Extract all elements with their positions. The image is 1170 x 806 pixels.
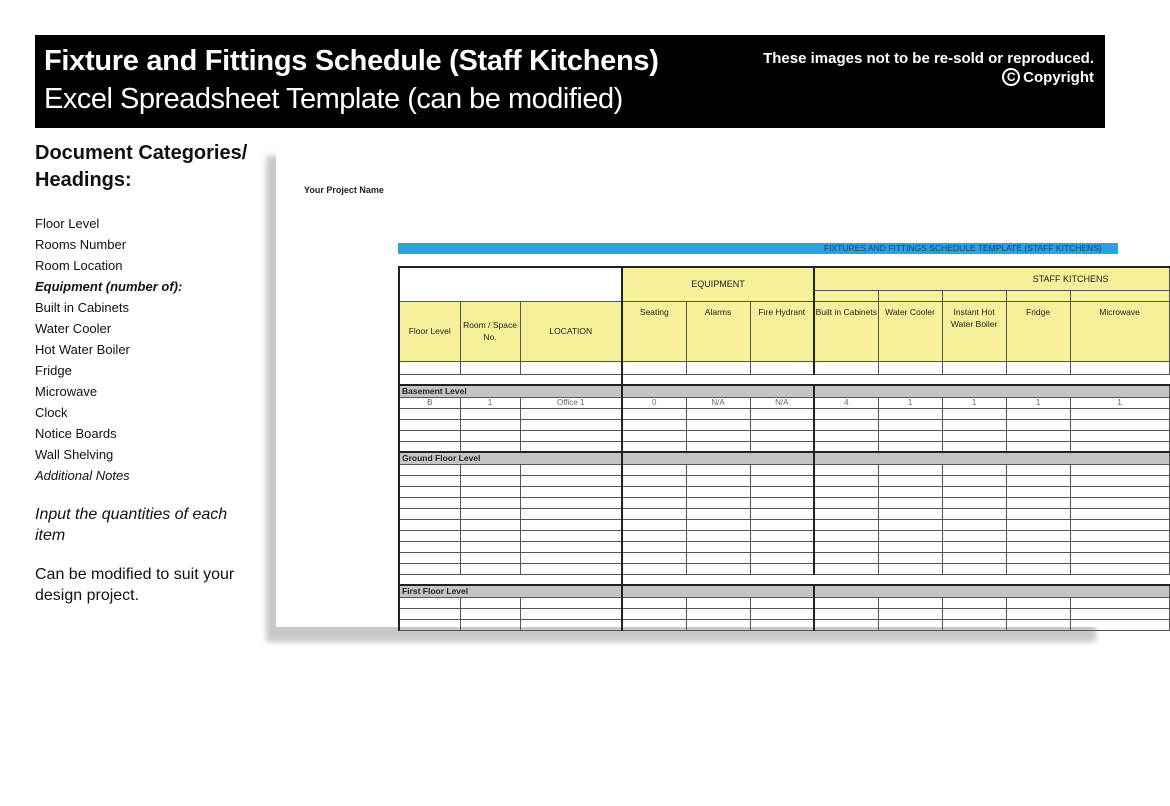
data-cell[interactable] bbox=[1006, 408, 1070, 419]
data-cell[interactable] bbox=[814, 430, 878, 441]
data-cell[interactable] bbox=[878, 408, 942, 419]
section-fill bbox=[814, 452, 1169, 464]
data-cell[interactable] bbox=[520, 519, 622, 530]
data-cell[interactable] bbox=[460, 475, 520, 486]
data-cell[interactable] bbox=[942, 519, 1006, 530]
data-cell[interactable] bbox=[622, 464, 686, 475]
category-item: Floor Level bbox=[35, 216, 100, 231]
data-cell[interactable] bbox=[942, 441, 1006, 452]
data-cell[interactable] bbox=[750, 408, 814, 419]
data-cell[interactable] bbox=[399, 619, 460, 630]
header-subcell bbox=[814, 290, 878, 301]
data-cell[interactable] bbox=[520, 464, 622, 475]
data-cell[interactable] bbox=[814, 519, 878, 530]
data-cell[interactable] bbox=[686, 530, 750, 541]
data-cell[interactable] bbox=[1070, 486, 1169, 497]
data-cell[interactable] bbox=[814, 441, 878, 452]
data-cell[interactable] bbox=[942, 619, 1006, 630]
data-cell[interactable] bbox=[814, 475, 878, 486]
data-cell[interactable] bbox=[1006, 552, 1070, 563]
data-cell[interactable] bbox=[750, 619, 814, 630]
section-label: First Floor Level bbox=[399, 585, 622, 597]
data-cell[interactable] bbox=[1070, 508, 1169, 519]
data-cell[interactable] bbox=[399, 486, 460, 497]
data-cell[interactable] bbox=[520, 608, 622, 619]
column-header: LOCATION bbox=[520, 301, 622, 361]
data-cell[interactable] bbox=[942, 530, 1006, 541]
data-cell[interactable]: 4 bbox=[814, 397, 878, 408]
blank-row bbox=[399, 361, 1169, 374]
data-cell[interactable]: 1 bbox=[1070, 397, 1169, 408]
data-cell[interactable] bbox=[520, 508, 622, 519]
data-cell[interactable]: 1 bbox=[942, 397, 1006, 408]
data-cell[interactable] bbox=[399, 530, 460, 541]
sidebar-heading: Document Categories/ Headings: bbox=[35, 142, 248, 191]
section-fill bbox=[814, 585, 1169, 597]
data-cell[interactable] bbox=[814, 508, 878, 519]
data-cell[interactable] bbox=[878, 552, 942, 563]
data-cell[interactable] bbox=[1006, 361, 1070, 374]
data-cell[interactable] bbox=[1006, 597, 1070, 608]
data-cell[interactable] bbox=[942, 361, 1006, 374]
data-cell[interactable] bbox=[942, 597, 1006, 608]
data-cell[interactable] bbox=[460, 608, 520, 619]
data-cell[interactable] bbox=[622, 475, 686, 486]
data-cell[interactable] bbox=[814, 563, 878, 574]
data-cell[interactable] bbox=[686, 464, 750, 475]
table-cell bbox=[399, 574, 622, 585]
data-cell[interactable] bbox=[750, 519, 814, 530]
data-cell[interactable] bbox=[399, 508, 460, 519]
section-fill bbox=[622, 452, 814, 464]
section-row bbox=[399, 585, 1169, 597]
banner-subtitle: Excel Spreadsheet Template (can be modified) bbox=[44, 83, 623, 115]
data-cell[interactable] bbox=[686, 608, 750, 619]
data-cell[interactable] bbox=[750, 497, 814, 508]
note-input-quantities: Input the quantities of each item bbox=[35, 506, 228, 544]
data-cell[interactable] bbox=[750, 419, 814, 430]
column-header: Seating bbox=[622, 301, 686, 361]
data-cell[interactable] bbox=[1006, 475, 1070, 486]
data-cell[interactable] bbox=[622, 430, 686, 441]
data-cell[interactable] bbox=[750, 361, 814, 374]
table-row bbox=[399, 597, 1169, 608]
data-cell[interactable] bbox=[399, 541, 460, 552]
data-cell[interactable] bbox=[1070, 475, 1169, 486]
data-cell[interactable] bbox=[1006, 430, 1070, 441]
data-cell[interactable] bbox=[686, 361, 750, 374]
data-cell[interactable] bbox=[520, 408, 622, 419]
column-header: Instant Hot Water Boiler bbox=[942, 301, 1006, 361]
data-cell[interactable] bbox=[399, 597, 460, 608]
table-row bbox=[399, 552, 1169, 563]
category-item: Equipment (number of): bbox=[35, 279, 183, 294]
data-cell[interactable] bbox=[878, 541, 942, 552]
data-cell[interactable] bbox=[878, 464, 942, 475]
data-cell[interactable] bbox=[622, 486, 686, 497]
data-cell[interactable] bbox=[686, 541, 750, 552]
category-item: Water Cooler bbox=[35, 321, 112, 336]
data-cell[interactable] bbox=[814, 552, 878, 563]
data-cell[interactable] bbox=[622, 530, 686, 541]
title-banner bbox=[35, 35, 1105, 128]
data-cell[interactable] bbox=[460, 464, 520, 475]
data-cell[interactable] bbox=[1006, 519, 1070, 530]
data-cell[interactable] bbox=[460, 441, 520, 452]
header-columns-row bbox=[399, 301, 1169, 361]
sidebar bbox=[35, 140, 255, 606]
data-cell[interactable] bbox=[1006, 464, 1070, 475]
table-cell bbox=[622, 574, 1169, 585]
table-row bbox=[399, 464, 1169, 475]
data-cell[interactable] bbox=[520, 597, 622, 608]
banner-notice: These images not to be re-sold or reproduced. bbox=[763, 50, 1094, 67]
data-cell[interactable] bbox=[942, 408, 1006, 419]
data-cell[interactable] bbox=[1070, 419, 1169, 430]
spreadsheet-preview bbox=[276, 150, 1140, 627]
data-cell[interactable] bbox=[399, 464, 460, 475]
header-staff-kitchens: STAFF KITCHENS bbox=[814, 267, 1169, 290]
data-cell[interactable] bbox=[622, 619, 686, 630]
data-cell[interactable] bbox=[1070, 541, 1169, 552]
data-cell[interactable] bbox=[750, 430, 814, 441]
spacer-row bbox=[399, 574, 1169, 585]
data-cell[interactable] bbox=[750, 508, 814, 519]
data-cell[interactable] bbox=[878, 619, 942, 630]
data-cell[interactable]: 1 bbox=[1006, 397, 1070, 408]
data-cell[interactable] bbox=[1006, 441, 1070, 452]
data-cell[interactable] bbox=[750, 475, 814, 486]
category-item: Wall Shelving bbox=[35, 447, 114, 462]
data-cell[interactable] bbox=[1070, 519, 1169, 530]
data-cell[interactable] bbox=[686, 408, 750, 419]
data-cell[interactable] bbox=[460, 497, 520, 508]
header-subcell bbox=[878, 290, 942, 301]
column-header: Room / Space No. bbox=[460, 301, 520, 361]
data-cell[interactable] bbox=[686, 619, 750, 630]
data-cell[interactable] bbox=[520, 497, 622, 508]
data-cell[interactable] bbox=[1006, 419, 1070, 430]
table-row bbox=[399, 608, 1169, 619]
category-item: Rooms Number bbox=[35, 237, 127, 252]
data-cell[interactable] bbox=[520, 530, 622, 541]
data-cell[interactable] bbox=[399, 475, 460, 486]
data-cell[interactable] bbox=[460, 508, 520, 519]
data-cell[interactable] bbox=[622, 408, 686, 419]
data-cell[interactable] bbox=[814, 361, 878, 374]
data-cell[interactable] bbox=[520, 430, 622, 441]
data-cell[interactable] bbox=[1006, 619, 1070, 630]
data-cell[interactable] bbox=[520, 486, 622, 497]
column-header: Fire Hydrant bbox=[750, 301, 814, 361]
data-cell[interactable] bbox=[814, 419, 878, 430]
section-fill bbox=[814, 385, 1169, 397]
data-cell[interactable] bbox=[460, 408, 520, 419]
data-cell[interactable]: 0 bbox=[622, 397, 686, 408]
data-cell[interactable] bbox=[520, 563, 622, 574]
copyright-icon: C bbox=[1002, 68, 1020, 86]
header-group-row bbox=[399, 267, 1169, 290]
category-item: Fridge bbox=[35, 363, 72, 378]
data-cell[interactable] bbox=[878, 608, 942, 619]
data-cell[interactable] bbox=[1070, 552, 1169, 563]
data-cell[interactable] bbox=[1070, 464, 1169, 475]
data-cell[interactable] bbox=[622, 519, 686, 530]
data-cell[interactable] bbox=[622, 508, 686, 519]
data-cell[interactable]: N/A bbox=[686, 397, 750, 408]
data-cell[interactable] bbox=[622, 419, 686, 430]
data-cell[interactable] bbox=[460, 563, 520, 574]
data-cell[interactable] bbox=[878, 530, 942, 541]
table-row bbox=[399, 619, 1169, 630]
data-cell[interactable] bbox=[520, 541, 622, 552]
data-cell[interactable] bbox=[1070, 530, 1169, 541]
table-row bbox=[399, 441, 1169, 452]
data-cell[interactable] bbox=[814, 541, 878, 552]
section-label: Basement Level bbox=[399, 385, 622, 397]
category-item: Microwave bbox=[35, 384, 98, 399]
data-cell[interactable] bbox=[750, 464, 814, 475]
data-cell[interactable] bbox=[1070, 408, 1169, 419]
data-cell[interactable] bbox=[1070, 430, 1169, 441]
data-cell[interactable] bbox=[520, 619, 622, 630]
basement-row bbox=[399, 397, 1169, 408]
data-cell[interactable] bbox=[942, 541, 1006, 552]
table-row bbox=[399, 408, 1169, 419]
data-cell[interactable] bbox=[686, 430, 750, 441]
table-row bbox=[399, 486, 1169, 497]
category-item: Room Location bbox=[35, 258, 123, 273]
data-cell[interactable] bbox=[622, 597, 686, 608]
data-cell[interactable] bbox=[460, 597, 520, 608]
data-cell[interactable] bbox=[686, 508, 750, 519]
category-item: Clock bbox=[35, 405, 68, 420]
data-cell[interactable] bbox=[942, 497, 1006, 508]
data-cell[interactable] bbox=[1070, 608, 1169, 619]
data-cell[interactable] bbox=[878, 497, 942, 508]
data-cell[interactable]: Office 1 bbox=[520, 397, 622, 408]
data-cell[interactable] bbox=[814, 486, 878, 497]
data-cell[interactable] bbox=[1070, 597, 1169, 608]
column-header: Alarms bbox=[686, 301, 750, 361]
data-cell[interactable] bbox=[878, 563, 942, 574]
data-cell[interactable] bbox=[1070, 361, 1169, 374]
data-cell[interactable] bbox=[686, 486, 750, 497]
data-cell[interactable] bbox=[814, 497, 878, 508]
data-cell[interactable] bbox=[1006, 486, 1070, 497]
data-cell[interactable] bbox=[942, 563, 1006, 574]
data-cell[interactable] bbox=[686, 563, 750, 574]
data-cell[interactable] bbox=[399, 563, 460, 574]
banner-title: Fixture and Fittings Schedule (Staff Kitchens) bbox=[44, 45, 659, 77]
data-cell[interactable] bbox=[686, 475, 750, 486]
data-cell[interactable] bbox=[878, 430, 942, 441]
data-cell[interactable] bbox=[399, 408, 460, 419]
data-cell[interactable] bbox=[686, 441, 750, 452]
table-row bbox=[399, 519, 1169, 530]
data-cell[interactable] bbox=[1070, 497, 1169, 508]
data-cell[interactable] bbox=[460, 530, 520, 541]
data-cell[interactable] bbox=[1006, 563, 1070, 574]
data-cell[interactable] bbox=[1006, 497, 1070, 508]
data-cell[interactable] bbox=[520, 552, 622, 563]
header-subcell bbox=[1006, 290, 1070, 301]
data-cell[interactable] bbox=[814, 408, 878, 419]
data-cell[interactable] bbox=[750, 441, 814, 452]
data-cell[interactable] bbox=[622, 361, 686, 374]
data-cell[interactable] bbox=[460, 419, 520, 430]
data-cell[interactable] bbox=[460, 519, 520, 530]
copyright-text: Copyright bbox=[1023, 68, 1094, 86]
table-row bbox=[399, 419, 1169, 430]
data-cell[interactable]: 1 bbox=[878, 397, 942, 408]
table-row bbox=[399, 508, 1169, 519]
data-cell[interactable] bbox=[1006, 530, 1070, 541]
category-item: Built in Cabinets bbox=[35, 300, 129, 315]
header-subcell bbox=[942, 290, 1006, 301]
table-row bbox=[399, 530, 1169, 541]
data-cell[interactable] bbox=[878, 597, 942, 608]
table-row bbox=[399, 563, 1169, 574]
data-cell[interactable] bbox=[460, 430, 520, 441]
data-cell[interactable] bbox=[1070, 619, 1169, 630]
table-row bbox=[399, 497, 1169, 508]
data-cell[interactable] bbox=[878, 508, 942, 519]
table-row bbox=[399, 475, 1169, 486]
data-cell[interactable] bbox=[942, 430, 1006, 441]
data-cell[interactable] bbox=[622, 541, 686, 552]
data-cell[interactable] bbox=[520, 419, 622, 430]
data-cell[interactable] bbox=[520, 441, 622, 452]
data-cell[interactable] bbox=[942, 486, 1006, 497]
data-cell[interactable] bbox=[814, 597, 878, 608]
data-cell[interactable] bbox=[814, 530, 878, 541]
data-cell[interactable] bbox=[878, 361, 942, 374]
data-cell[interactable] bbox=[399, 608, 460, 619]
data-cell[interactable] bbox=[942, 475, 1006, 486]
data-cell[interactable]: B bbox=[399, 397, 460, 408]
data-cell[interactable] bbox=[460, 361, 520, 374]
data-cell[interactable] bbox=[814, 464, 878, 475]
data-cell[interactable] bbox=[878, 475, 942, 486]
data-cell[interactable] bbox=[750, 552, 814, 563]
data-cell[interactable] bbox=[399, 519, 460, 530]
data-cell[interactable] bbox=[750, 541, 814, 552]
category-item: Notice Boards bbox=[35, 426, 117, 441]
section-label: Ground Floor Level bbox=[399, 452, 622, 464]
header-subcell bbox=[1070, 290, 1169, 301]
data-cell[interactable] bbox=[942, 508, 1006, 519]
data-cell[interactable] bbox=[622, 497, 686, 508]
data-cell[interactable] bbox=[686, 519, 750, 530]
column-header: Floor Level bbox=[399, 301, 460, 361]
data-cell[interactable] bbox=[942, 552, 1006, 563]
data-cell[interactable] bbox=[686, 497, 750, 508]
header-equipment: EQUIPMENT bbox=[622, 267, 814, 301]
data-cell[interactable] bbox=[750, 486, 814, 497]
table-cell bbox=[399, 374, 622, 385]
data-cell[interactable] bbox=[460, 619, 520, 630]
data-cell[interactable] bbox=[814, 619, 878, 630]
data-cell[interactable] bbox=[750, 563, 814, 574]
data-cell[interactable] bbox=[1006, 608, 1070, 619]
data-cell[interactable] bbox=[622, 552, 686, 563]
data-cell[interactable] bbox=[520, 475, 622, 486]
data-cell[interactable]: 1 bbox=[460, 397, 520, 408]
category-item: Additional Notes bbox=[35, 468, 130, 483]
section-fill bbox=[622, 385, 814, 397]
column-header: Fridge bbox=[1006, 301, 1070, 361]
column-header: Microwave bbox=[1070, 301, 1169, 361]
section-fill bbox=[622, 585, 814, 597]
data-cell[interactable] bbox=[750, 530, 814, 541]
data-cell[interactable] bbox=[460, 552, 520, 563]
header-blank bbox=[399, 267, 622, 301]
data-cell[interactable] bbox=[399, 497, 460, 508]
data-cell[interactable] bbox=[622, 563, 686, 574]
data-cell[interactable] bbox=[686, 597, 750, 608]
table-row bbox=[399, 541, 1169, 552]
copyright-line bbox=[1002, 68, 1094, 86]
table-cell bbox=[622, 374, 1169, 385]
data-cell[interactable] bbox=[399, 430, 460, 441]
data-cell[interactable] bbox=[622, 441, 686, 452]
data-cell[interactable] bbox=[460, 541, 520, 552]
data-cell[interactable] bbox=[1070, 563, 1169, 574]
data-cell[interactable] bbox=[460, 486, 520, 497]
data-cell[interactable] bbox=[878, 519, 942, 530]
note-modify: Can be modified to suit your design project. bbox=[35, 566, 235, 604]
sheet-title-bar: FIXTURES AND FITTINGS SCHEDULE TEMPLATE (STAFF KITCHENS) bbox=[398, 243, 1118, 254]
data-cell[interactable] bbox=[878, 419, 942, 430]
data-cell[interactable] bbox=[878, 441, 942, 452]
project-name: Your Project Name bbox=[304, 185, 384, 195]
data-cell[interactable] bbox=[942, 419, 1006, 430]
data-cell[interactable] bbox=[399, 552, 460, 563]
section-row bbox=[399, 385, 1169, 397]
data-cell[interactable] bbox=[878, 486, 942, 497]
data-cell[interactable] bbox=[814, 608, 878, 619]
column-header: Water Cooler bbox=[878, 301, 942, 361]
data-cell[interactable]: N/A bbox=[750, 397, 814, 408]
data-cell[interactable] bbox=[520, 361, 622, 374]
data-cell[interactable] bbox=[399, 361, 460, 374]
data-cell[interactable] bbox=[750, 608, 814, 619]
data-cell[interactable] bbox=[942, 464, 1006, 475]
data-cell[interactable] bbox=[1006, 508, 1070, 519]
table-row bbox=[399, 430, 1169, 441]
data-cell[interactable] bbox=[686, 419, 750, 430]
data-cell[interactable] bbox=[942, 608, 1006, 619]
section-row bbox=[399, 452, 1169, 464]
spacer-row bbox=[399, 374, 1169, 385]
data-cell[interactable] bbox=[1006, 541, 1070, 552]
column-header: Built in Cabinets bbox=[814, 301, 878, 361]
data-cell[interactable] bbox=[399, 419, 460, 430]
schedule-table bbox=[398, 266, 1140, 631]
category-item: Hot Water Boiler bbox=[35, 342, 130, 357]
data-cell[interactable] bbox=[686, 552, 750, 563]
data-cell[interactable] bbox=[1070, 441, 1169, 452]
data-cell[interactable] bbox=[622, 608, 686, 619]
data-cell[interactable] bbox=[750, 597, 814, 608]
data-cell[interactable] bbox=[399, 441, 460, 452]
